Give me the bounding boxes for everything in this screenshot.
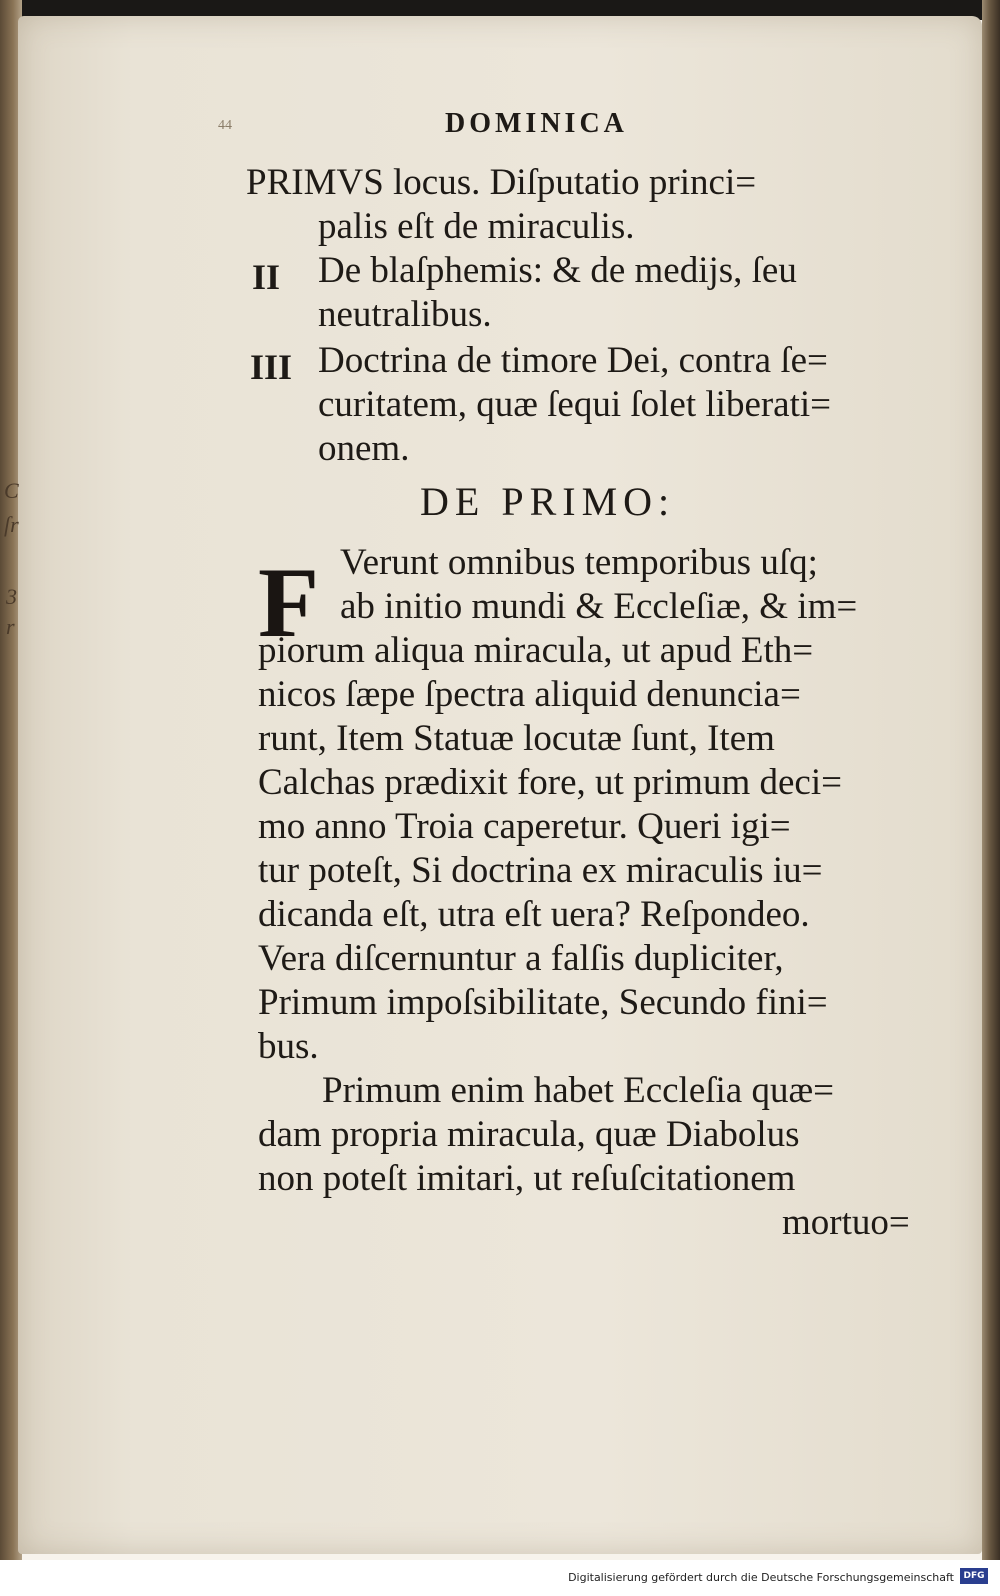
page-mark: 44	[218, 118, 232, 133]
footer-credit: Digitalisierung gefördert durch die Deutsche Forschungsgemeinschaft	[568, 1571, 954, 1584]
locus-number: II	[252, 257, 281, 297]
body-line: Primum impoſsibilitate, Secundo fini=	[258, 982, 828, 1023]
body-line: Verunt omnibus temporibus uſq;	[340, 542, 818, 583]
locus-line: PRIMVS locus. Diſputatio princi=	[246, 162, 757, 203]
locus-line: neutralibus.	[318, 294, 492, 335]
body-line: bus.	[258, 1026, 319, 1067]
book-right-edge	[982, 0, 1000, 1560]
locus-line: De blaſphemis: & de medijs, ſeu	[318, 250, 797, 291]
locus-line: onem.	[318, 428, 410, 469]
catchword: mortuo=	[782, 1202, 910, 1243]
margin-note: ſr	[4, 512, 19, 537]
page-header: DOMINICA	[445, 108, 628, 139]
drop-cap: F	[258, 547, 320, 658]
margin-note: r	[6, 614, 15, 639]
locus-line: Doctrina de timore Dei, contra ſe=	[318, 340, 828, 381]
body-line: piorum aliqua miracula, ut apud Eth=	[258, 630, 814, 671]
body-line: nicos ſæpe ſpectra aliquid denuncia=	[258, 674, 801, 715]
footer-bar	[0, 1560, 1000, 1596]
locus-line: curitatem, quæ ſequi ſolet liberati=	[318, 384, 832, 425]
body-line: Vera diſcernuntur a falſis dupliciter,	[258, 938, 784, 979]
body-line: mo anno Troia caperetur. Queri igi=	[258, 806, 791, 847]
locus-number: III	[250, 347, 293, 387]
body-line: Calchas prædixit fore, ut primum deci=	[258, 762, 842, 803]
body-line: runt, Item Statuæ locutæ ſunt, Item	[258, 718, 775, 759]
body-line: Primum enim habet Eccleſia quæ=	[322, 1070, 835, 1111]
body-line: dicanda eſt, utra eſt uera? Reſpondeo.	[258, 894, 810, 935]
margin-note: 3	[6, 584, 17, 609]
margin-note: C	[4, 478, 19, 503]
dfg-logo-icon: DFG	[960, 1568, 988, 1584]
body-line: non poteſt imitari, ut reſuſcitationem	[258, 1158, 796, 1199]
section-title: DE PRIMO:	[420, 479, 676, 524]
body-line: tur poteſt, Si doctrina ex miraculis iu=	[258, 850, 823, 891]
body-line: ab initio mundi & Eccleſiæ, & im=	[340, 586, 858, 627]
locus-line: palis eſt de miraculis.	[318, 206, 635, 247]
body-line: dam propria miracula, quæ Diabolus	[258, 1114, 800, 1155]
